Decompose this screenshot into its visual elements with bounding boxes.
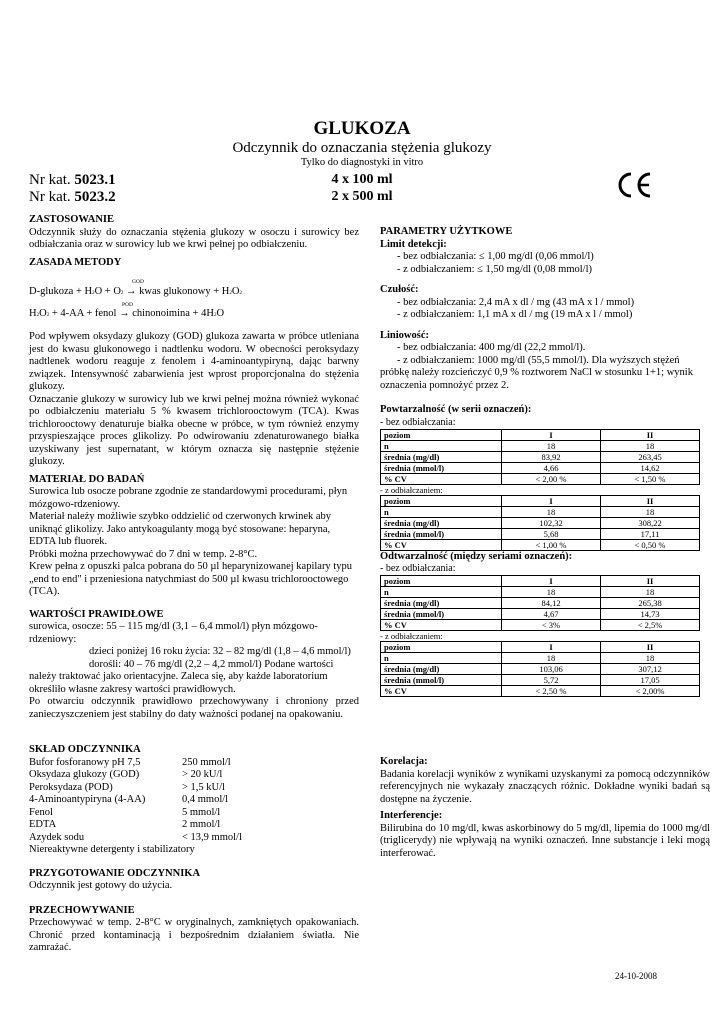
catalog-number-2 <box>29 188 116 206</box>
table-row <box>381 653 700 664</box>
table-cell: 307,12 <box>601 664 700 675</box>
document-subtitle: Odczynnik do oznaczania stężenia glukozy <box>232 140 492 156</box>
powtarzalnosc-heading: Powtarzalność (w serii oznaczeń): <box>380 404 532 415</box>
composition-value: > 1,5 kU/l <box>182 781 225 793</box>
liniowosc-heading: Liniowość: <box>380 329 430 341</box>
composition-value: < 13,9 mmol/l <box>182 831 242 843</box>
table-cell: 17,05 <box>601 675 700 686</box>
odtwarzalnosc-heading: Odtwarzalność (między seriami oznaczeń): <box>380 550 573 562</box>
reproducibility-table-no-deprot <box>380 575 700 631</box>
table-row <box>381 528 700 539</box>
przygotowanie-text: Odczynnik jest gotowy do użycia. <box>29 880 173 891</box>
wartosci-l5: Po otwarciu odczynnik prawidłowo przechowywany i chroniony przed zanieczyszczeniem jest stabilny do daty ważności podanej na opakowaniu. <box>29 696 359 720</box>
table-cell: < 3% <box>502 620 601 631</box>
row-label: % CV <box>381 620 502 631</box>
section-heading: WARTOŚCI PRAWIDŁOWE <box>29 608 164 620</box>
table-cell: < 1,00 % <box>502 539 601 550</box>
precision-table-deprot <box>380 495 700 551</box>
table-row <box>381 429 700 440</box>
interferencje-heading: Interferencje: <box>380 810 443 821</box>
precision-table-no-deprot <box>380 429 700 485</box>
section-heading: PRZYGOTOWANIE ODCZYNNIKA <box>29 867 201 879</box>
table-cell: 17,11 <box>601 528 700 539</box>
material-p2: Materiał należy możliwie szybko oddzielić od czerwonych krwinek aby uniknąć glikolizy. Jako antykoagulanty mogą być stosowane: heparyna, EDTA lub fluorek. <box>29 511 332 547</box>
composition-name: Fenol <box>29 806 53 818</box>
composition-name: Bufor fosforanowy pH 7,5 <box>29 756 141 768</box>
table-row <box>381 598 700 609</box>
table-row <box>381 620 700 631</box>
row-label: % CV <box>381 473 502 484</box>
in-vitro-note: Tylko do diagnostyki in vitro <box>300 157 424 168</box>
table-cell: 102,32 <box>502 517 601 528</box>
table-cell: < 2,00% <box>601 686 700 697</box>
table-row <box>381 539 700 550</box>
section-heading: MATERIAŁ DO BADAŃ <box>29 473 145 485</box>
zasada-p1: Pod wpływem oksydazy glukozy (GOD) glukoza zawarta w próbce utleniana jest do kwasu glukonowego i nadtlenku wodoru. W obecności peroksydazy nadtlenek wodoru reaguje z fenolem i 4-aminoantypiryną, dając barwny związek. Intensywność zabarwienia jest wprost proporcjonalna do stężenia glukozy. <box>29 331 359 392</box>
right-column <box>380 226 710 697</box>
table-cell: 84,12 <box>502 598 601 609</box>
package-size-1: 4 x 100 ml <box>331 172 393 187</box>
composition-name: EDTA <box>29 819 57 830</box>
table-cell: I <box>502 495 601 506</box>
table-cell: 14,62 <box>601 462 700 473</box>
catalog-number-1 <box>29 171 116 189</box>
table-cell: 265,38 <box>601 598 700 609</box>
package-size-2: 2 x 500 ml <box>331 189 393 204</box>
table-cell: II <box>601 429 700 440</box>
wartosci-l2: dzieci poniżej 16 roku życia: 32 – 82 mg/dl (1,8 – 4,6 mmol/l) <box>89 646 351 657</box>
limit-line: - bez odbiałczania: ≤ 1,00 mg/dl (0,06 mmol/l) <box>397 251 594 262</box>
row-label: % CV <box>381 539 502 550</box>
composition-value: 250 mmol/l <box>182 756 231 768</box>
catalog-value: 5023.2 <box>74 189 116 205</box>
table-cell: 18 <box>502 506 601 517</box>
table-cell: 308,22 <box>601 517 700 528</box>
liniowosc-line: - bez odbiałczania: 400 mg/dl (22,2 mmol/l). <box>397 342 586 353</box>
table-cell: 18 <box>601 506 700 517</box>
enzyme-god: GOD <box>132 279 144 285</box>
material-p3: Próbki można przechowywać do 7 dni w temp. 2-8°C. <box>29 548 258 560</box>
composition-name: Peroksydaza (POD) <box>29 781 113 793</box>
composition-row <box>29 782 359 795</box>
table-caption: - z odbiałczaniem: <box>380 631 443 641</box>
row-label: n <box>381 587 502 598</box>
table-cell: 18 <box>502 587 601 598</box>
korelacja-heading: Korelacja: <box>380 756 428 767</box>
limit-line: - z odbiałczaniem: ≤ 1,50 mg/dl (0,08 mmol/l) <box>397 263 593 275</box>
row-label: średnia (mmol/l) <box>381 609 502 620</box>
table-cell: 14,73 <box>601 609 700 620</box>
row-label: średnia (mg/dl) <box>381 598 502 609</box>
composition-name: 4-Aminoantypiryna (4-AA) <box>29 794 146 805</box>
section-heading: SKŁAD ODCZYNNIKA <box>29 744 141 755</box>
table-cell: I <box>502 576 601 587</box>
section-heading: ZASADA METODY <box>29 256 122 268</box>
table-cell: 83,92 <box>502 451 601 462</box>
material-p1: Surowica lub osocze pobrane zgodnie ze standardowymi procedurami, płyn mózgowo-rdzeniowy. <box>29 486 348 510</box>
row-label: poziom <box>381 495 502 506</box>
composition-row <box>29 794 359 807</box>
row-label: średnia (mmol/l) <box>381 528 502 539</box>
section-heading: ZASTOSOWANIE <box>29 214 115 225</box>
table-cell: < 0,50 % <box>601 539 700 550</box>
table-cell: 18 <box>502 653 601 664</box>
table-cell: < 2,5% <box>601 620 700 631</box>
liniowosc-line: próbkę należy rozcieńczyć 0,9 % roztworem NaCl w stosunku 1+1; wynik oznaczenia pomnożyć przez 2. <box>380 367 693 391</box>
table-cell: 4,66 <box>502 462 601 473</box>
composition-value: 0,4 mmol/l <box>182 794 229 805</box>
czulosc-heading: Czułość: <box>380 284 419 295</box>
table-cell: 18 <box>601 587 700 598</box>
table-cell: 18 <box>601 653 700 664</box>
row-label: % CV <box>381 686 502 697</box>
composition-extra: Niereaktywne detergenty i stabilizatory <box>29 844 195 855</box>
document-date: 24-10-2008 <box>615 971 657 981</box>
row-label: poziom <box>381 576 502 587</box>
row-label: średnia (mmol/l) <box>381 462 502 473</box>
section-heading: PRZECHOWYWANIE <box>29 904 135 916</box>
composition-row <box>29 757 359 770</box>
ce-mark-icon <box>614 171 654 199</box>
czulosc-line: - bez odbiałczania: 2,4 mA x dl / mg (43 mA x l / mmol) <box>397 296 635 308</box>
zasada-p2: Oznaczanie glukozy w surowicy lub we krwi pełnej można również wykonać po odbiałczeniu materiału 5 % kwasem trichlorooctowym (TCA). Kwas trichlorooctowy denaturuje białka obecne w próbce, w tym również enzymy przyspieszające proces glikolizy. Po odwirowaniu zdenaturowanego białka uzyskiwany jest supernatant, w którym oznacza się następnie stężenie glukozy. <box>29 393 359 467</box>
table-row <box>381 451 700 462</box>
table-row <box>381 473 700 484</box>
row-label: n <box>381 506 502 517</box>
material-p4: Krew pełna z opuszki palca pobrana do 50 µl heparynizowanej kapilary typu „end to end" i przeniesiona natychmiast do 500 µl kwasu trichlorooctowego (TCA). <box>29 561 352 597</box>
table-row <box>381 686 700 697</box>
catalog-value: 5023.1 <box>74 172 116 188</box>
table-row <box>381 609 700 620</box>
table-cell: 4,67 <box>502 609 601 620</box>
table-row <box>381 506 700 517</box>
reproducibility-table-deprot <box>380 641 700 697</box>
catalog-label: Nr kat. <box>29 172 71 188</box>
reaction-2: H2O2 + 4-AA + fenol → chinonoimina + 4H2O <box>29 308 225 319</box>
composition-name: Azydek sodu <box>29 831 85 843</box>
wartosci-l1: surowica, osocze: 55 – 115 mg/dl (3,1 – 6,4 mmol/l) płyn mózgowo-rdzeniowy: <box>29 621 318 645</box>
catalog-label: Nr kat. <box>29 189 71 205</box>
row-label: średnia (mg/dl) <box>381 664 502 675</box>
table-row <box>381 642 700 653</box>
table-cell: 5,72 <box>502 675 601 686</box>
row-label: średnia (mg/dl) <box>381 451 502 462</box>
document-title: GLUKOZA <box>313 118 411 139</box>
wartosci-l3: dorośli: 40 – 76 mg/dl (2,2 – 4,2 mmol/l) Podane wartości <box>89 658 334 670</box>
table-row <box>381 462 700 473</box>
row-label: poziom <box>381 642 502 653</box>
table-cell: 263,45 <box>601 451 700 462</box>
liniowosc-line: - z odbiałczaniem: 1000 mg/dl (55,5 mmol/l). Dla wyższych stężeń <box>397 354 680 366</box>
table-cell: I <box>502 642 601 653</box>
composition-row <box>29 769 359 782</box>
left-column <box>29 214 359 721</box>
czulosc-line: - z odbiałczaniem: 1,1 mA x dl / mg (19 mA x l / mmol) <box>397 309 633 320</box>
composition-value: 5 mmol/l <box>182 806 221 818</box>
table-row <box>381 675 700 686</box>
table-cell: < 1,50 % <box>601 473 700 484</box>
row-label: n <box>381 440 502 451</box>
composition-value: > 20 kU/l <box>182 769 223 780</box>
composition-row <box>29 832 359 845</box>
reaction-1: D-glukoza + H2O + O2 → kwas glukonowy + H2O2 <box>29 286 242 297</box>
table-row <box>381 517 700 528</box>
composition-list <box>29 757 359 845</box>
row-label: poziom <box>381 429 502 440</box>
table-cell: II <box>601 495 700 506</box>
table-caption: - bez odbiałczania: <box>380 563 456 574</box>
wartosci-l4: należy traktować jako orientacyjne. Zaleca się, aby każde laboratorium określiło własne zakresy wartości prawidłowych. <box>29 671 328 695</box>
zastosowanie-text: Odczynnik służy do oznaczania stężenia glukozy w osoczu i surowicy bez odbiałczania oraz w surowicy lub we krwi pełnej po odbiałczeniu. <box>29 226 359 250</box>
table-row <box>381 495 700 506</box>
row-label: średnia (mg/dl) <box>381 517 502 528</box>
section-heading: PARAMETRY UŻYTKOWE <box>380 226 513 237</box>
table-cell: 18 <box>502 440 601 451</box>
enzyme-pod: POD <box>122 302 134 308</box>
right-column-lower <box>380 756 710 860</box>
table-cell: I <box>502 429 601 440</box>
korelacja-text: Badania korelacji wyników z wynikami uzyskanymi za pomocą odczynników referencyjnych nie wykazały znaczących różnic. Dokładne wyniki badań są dostępne na życzenie. <box>380 768 710 805</box>
row-label: n <box>381 653 502 664</box>
table-row <box>381 576 700 587</box>
przechowywanie-text: Przechowywać w temp. 2-8°C w oryginalnych, zamkniętych opakowaniach. Chronić przed kontaminacją i bezpośrednim działaniem światła. Nie zamrażać. <box>29 917 359 953</box>
composition-value: 2 mmol/l <box>182 819 221 830</box>
table-cell: 5,68 <box>502 528 601 539</box>
table-caption: - bez odbiałczania: <box>380 416 456 428</box>
left-column-lower <box>29 744 359 955</box>
table-row <box>381 440 700 451</box>
table-cell: 103,06 <box>502 664 601 675</box>
table-row <box>381 587 700 598</box>
table-row <box>381 664 700 675</box>
reaction-equations <box>29 269 359 317</box>
composition-name: Oksydaza glukozy (GOD) <box>29 769 140 780</box>
table-caption: - z odbiałczaniem: <box>380 484 443 495</box>
table-cell: II <box>601 642 700 653</box>
table-cell: < 2,00 % <box>502 473 601 484</box>
interferencje-text: Bilirubina do 10 mg/dl, kwas askorbinowy do 5 mg/dl, lipemia do 1000 mg/dl (triglicerydy) nie wpływają na wyniki oznaczeń. Inne substancje i leki mogą interferować. <box>380 822 710 859</box>
composition-row <box>29 807 359 820</box>
table-cell: < 2,50 % <box>502 686 601 697</box>
table-cell: II <box>601 576 700 587</box>
row-label: średnia (mmol/l) <box>381 675 502 686</box>
composition-row <box>29 819 359 832</box>
table-cell: 18 <box>601 440 700 451</box>
limit-heading: Limit detekcji: <box>380 238 447 250</box>
